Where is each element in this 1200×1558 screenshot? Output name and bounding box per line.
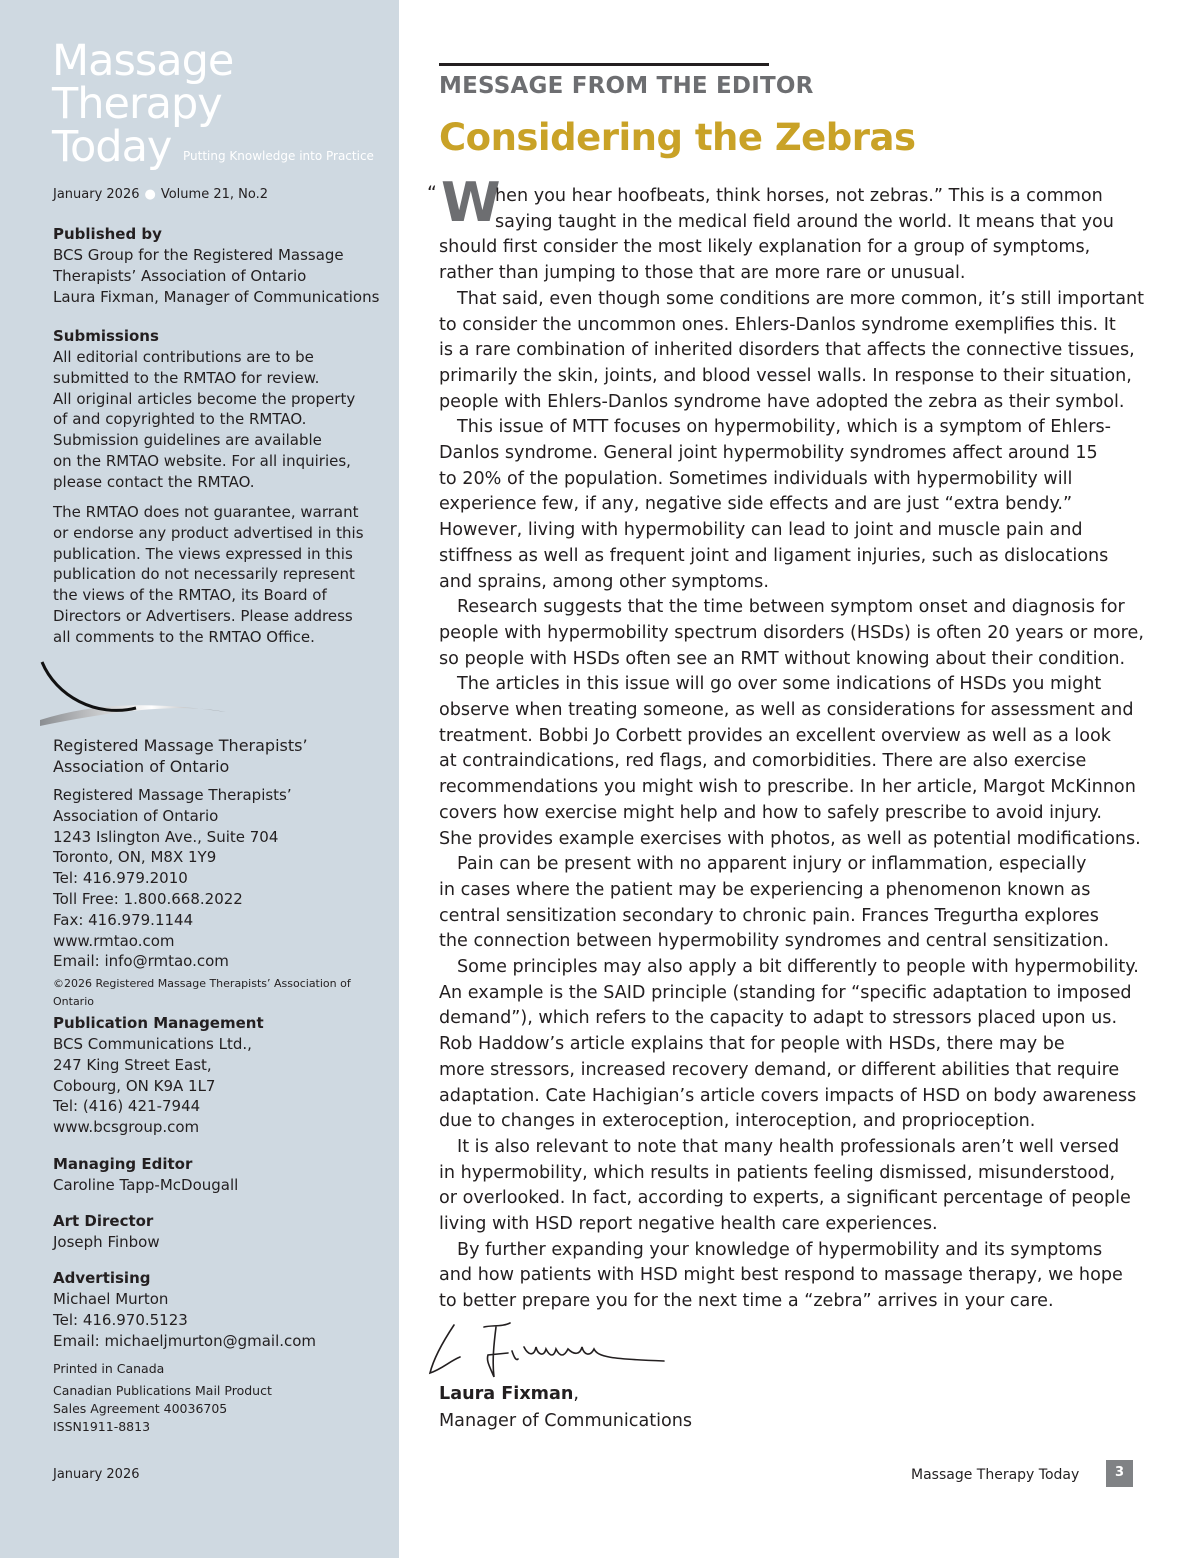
body-text-line: people with Ehlers-Danlos syndrome have adopted the zebra as their symbol. [439,391,1125,412]
address-line: Association of Ontario [53,806,219,825]
body-text-line: demand”), which refers to the capacity to adapt to stressors placed upon us. [439,1008,1118,1029]
body-text-line: due to changes in exteroception, interoception, and proprioception. [439,1111,1036,1132]
pubmgmt-line: Tel: (416) 421-7944 [53,1097,201,1116]
pubmgmt-line: 247 King Street East, [53,1055,212,1074]
pubmgmt-line: Cobourg, ON K9A 1L7 [53,1076,216,1095]
disclaimer-line: Directors or Advertisers. Please address [53,606,353,625]
body-text-line: more stressors, increased recovery demand, or different abilities that require [439,1059,1120,1080]
body-text-line: It is also relevant to note that many health professionals aren’t well versed [457,1136,1120,1157]
pubmgmt-website-link[interactable]: www.bcsgroup.com [53,1118,200,1137]
section-title: MESSAGE FROM THE EDITOR [439,73,814,99]
logo-line: Today [52,122,172,172]
body-text-line: experience few, if any, negative side effects and are just “extra bendy.” [439,494,1073,515]
address-block [53,785,393,1011]
body-text-line: Rob Haddow’s article explains that for people with HSDs, there may be [439,1034,1065,1055]
editor-name: Caroline Tapp-McDougall [53,1176,239,1194]
signature-name-line [439,1384,579,1404]
body-text-line: at contraindications, red flags, and comorbidities. There are also exercise [439,751,1087,772]
body-text-line: That said, even though some conditions are more common, it’s still important [457,288,1145,309]
body-text-line: so people with HSDs often see an RMT without knowing about their condition. [439,648,1126,669]
address-line: Fax: 416.979.1144 [53,910,194,929]
submissions-line: All editorial contributions are to be [53,348,314,366]
disclaimer-line: publication do not necessarily represent [53,565,355,584]
body-text-line: primarily the skin, joints, and blood vessel walls. In response to their situation, [439,365,1132,386]
logo-tagline: Putting Knowledge into Practice [183,149,374,163]
sidebar [0,0,399,1558]
art-heading: Art Director [53,1212,154,1230]
mail-line: Canadian Publications Mail Product [53,1383,272,1398]
body-text-line: Some principles may also apply a bit differently to people with hypermobility. [457,957,1139,977]
ad-line: Michael Murton [53,1290,169,1308]
published-line: Laura Fixman, Manager of Communications [53,287,380,306]
body-text-line: in cases where the patient may be experiencing a phenomenon known as [439,879,1091,900]
body-text-line: Research suggests that the time between symptom onset and diagnosis for [457,597,1125,618]
published-line: Therapists’ Association of Ontario [53,266,307,285]
mail-line: Sales Agreement 40036705 [53,1401,228,1416]
submissions-line: Submission guidelines are available [53,431,322,450]
disclaimer-line: publication. The views expressed in this [53,544,353,563]
submissions-line: of and copyrighted to the RMTAO. [53,410,307,429]
website-link[interactable]: www.rmtao.com [53,931,175,950]
issue-date: January 2026 [53,187,140,202]
submissions-heading: Submissions [53,327,159,345]
managing-editor-block [53,1154,393,1196]
submissions-block [53,326,393,493]
footer-date: January 2026 [53,1467,140,1482]
footer-magazine-name: Massage Therapy Today [911,1467,1080,1483]
body-text-line: Pain can be present with no apparent injury or inflammation, especially [457,854,1087,875]
body-text-line: stiffness as well as frequent joint and ligament injuries, such as dislocations [439,545,1109,566]
body-text-line: adaptation. Cate Hachigian’s article covers impacts of HSD on body awareness [439,1085,1137,1106]
body-text-line: people with hypermobility spectrum disorders (HSDs) is often 20 years or more, [439,622,1144,643]
address-line: Toll Free: 1.800.668.2022 [53,889,243,908]
submissions-line: All original articles become the property [53,389,356,408]
submissions-line: on the RMTAO website. For all inquiries, [53,451,351,470]
published-by-block [53,224,393,307]
logo-line: Therapy [52,79,222,129]
body-text-line: However, living with hypermobility can lead to joint and muscle pain and [439,520,1083,541]
body-text-line: and how patients with HSD might best respond to massage therapy, we hope [439,1265,1123,1286]
article-headline: Considering the Zebras [439,116,916,159]
body-text-line: This issue of MTT focuses on hypermobility, which is a symptom of Ehlers- [457,417,1112,438]
address-line: Tel: 416.979.2010 [53,869,188,888]
address-line: Registered Massage Therapists’ [53,786,292,804]
body-text-line: rather than jumping to those that are more rare or unusual. [439,263,966,284]
body-text-line: the connection between hypermobility syndromes and central sensitization. [439,931,1110,952]
copyright: ©2026 Registered Massage Therapists’ Association of Ontario [53,977,351,1009]
signature-comma: , [573,1384,580,1404]
art-name: Joseph Finbow [53,1233,160,1251]
published-heading: Published by [53,225,162,243]
ad-line: Tel: 416.970.5123 [53,1310,188,1329]
handwritten-signature [424,1317,674,1387]
disclaimer-line: or endorse any product advertised in this [53,523,364,542]
address-line: 1243 Islington Ave., Suite 704 [53,827,279,846]
org-logo-line: Registered Massage Therapists’ [53,736,308,755]
disclaimer-block [53,502,393,648]
advertising-block [53,1268,393,1351]
disclaimer-line: The RMTAO does not guarantee, warrant [53,503,359,521]
address-line: Toronto, ON, M8X 1Y9 [53,848,217,867]
body-text-line: is a rare combination of inherited disorders that affects the connective tissues, [439,340,1135,361]
bullet-icon: ● [144,187,156,202]
printed-in: Printed in Canada [53,1361,165,1376]
ad-email-link[interactable]: Email: michaeljmurton@gmail.com [53,1331,317,1350]
disclaimer-line: all comments to the RMTAO Office. [53,627,315,646]
pubmgmt-heading: Publication Management [53,1014,264,1032]
rmtao-swoosh-logo [36,656,236,732]
drop-cap: W [441,171,501,234]
ad-heading: Advertising [53,1269,151,1287]
body-text-line: to consider the uncommon ones. Ehlers-Danlos syndrome exemplifies this. It [439,314,1116,335]
submissions-line: submitted to the RMTAO for review. [53,368,320,387]
body-text-line: Danlos syndrome. General joint hypermobility syndromes affect around 15 [439,443,1098,463]
issue-info [53,187,268,202]
body-text-line: and sprains, among other symptoms. [439,571,769,592]
mail-agreement-block [53,1382,393,1436]
email-link[interactable]: Email: info@rmtao.com [53,952,229,971]
body-text-line: recommendations you might wish to prescribe. In her article, Margot McKinnon [439,777,1136,798]
art-director-block [53,1211,393,1253]
page-number: 3 [1106,1460,1133,1487]
body-text-line: in hypermobility, which results in patients feeling dismissed, misunderstood, [439,1162,1116,1183]
body-text-line: An example is the SAID principle (standing for “specific adaptation to imposed [439,982,1132,1003]
mail-line: ISSN1911-8813 [53,1419,151,1434]
org-logo-text [53,735,373,777]
body-text-line: living with HSD report negative health care experiences. [439,1214,938,1234]
body-text-line: to better prepare you for the next time a “zebra” arrives in your care. [439,1291,1054,1312]
body-text-line: By further expanding your knowledge of hypermobility and its symptoms [457,1239,1103,1260]
publication-management-block [53,1013,393,1138]
open-quote: “ [427,182,437,204]
body-text-line: covers how exercise might help and how to safely prescribe to avoid injury. [439,802,1102,823]
body-text-line: The articles in this issue will go over some indications of HSDs you might [457,674,1102,695]
issue-volume: Volume 21, No.2 [160,187,268,202]
body-text-line: to 20% of the population. Sometimes individuals with hypermobility will [439,468,1073,489]
signature-title: Manager of Communications [439,1411,693,1431]
section-rule [439,63,769,66]
body-text-line: observe when treating someone, as well as considerations for assessment and [439,700,1134,720]
pubmgmt-line: BCS Communications Ltd., [53,1035,252,1053]
body-text-line: hen you hear hoofbeats, think horses, not zebras.” This is a common [495,186,1103,206]
body-text-line: central sensitization secondary to chronic pain. Frances Tregurtha explores [439,905,1099,926]
body-text-line: saying taught in the medical field around the world. It means that you [495,211,1114,232]
published-line: BCS Group for the Registered Massage [53,246,344,264]
logo-line: Massage [52,36,234,86]
disclaimer-line: the views of the RMTAO, its Board of [53,586,327,605]
body-text-line: She provides example exercises with photos, as well as potential modifications. [439,828,1141,849]
body-text-line: or overlooked. In fact, according to experts, a significant percentage of people [439,1188,1131,1209]
body-text-line: should first consider the most likely explanation for a group of symptoms, [439,237,1091,258]
body-text-line: treatment. Bobbi Jo Corbett provides an excellent overview as well as a look [439,725,1111,746]
editor-heading: Managing Editor [53,1155,193,1173]
org-logo-line: Association of Ontario [53,757,230,776]
signature-name: Laura Fixman [439,1384,574,1404]
submissions-line: please contact the RMTAO. [53,472,255,491]
